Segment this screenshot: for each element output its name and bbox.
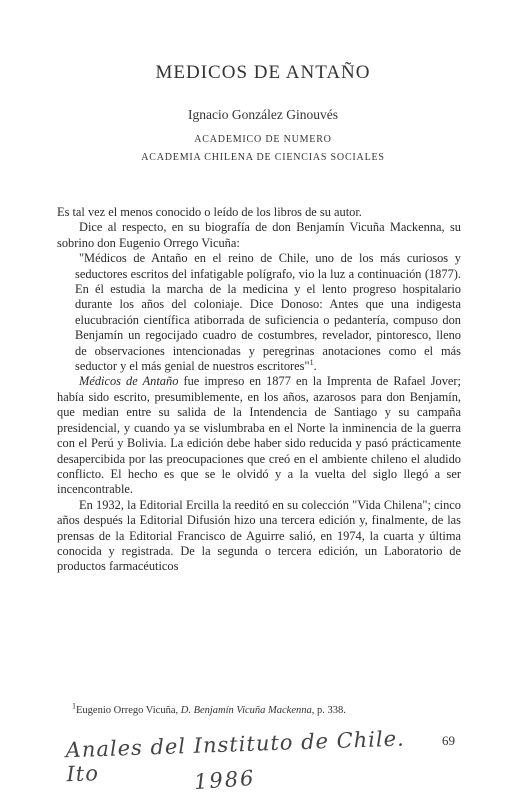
quote-text: "Médicos de Antaño en el reino de Chile, uno de los más curiosos y seductores escritos del infatigable polígrafo, vio la luz a continuación (1877). En él estudia la marcha de la medicina y el lento progreso hospitalario durante los años del coloniaje. Dice Donoso: Antes que una indigesta elucubración científica atiborrada de suficiencia o pedantería, compuso don Benjamín un regocijado cuadro de costumbres, revelador, pintoresco, lleno de observaciones intencionadas y peregrinas anotaciones como el más seductor y el más genial de nuestros escritores" xyxy=(75,251,461,374)
paragraph-1: Es tal vez el menos conocido o leído de los libros de su autor. xyxy=(57,205,362,219)
book-title: Médicos de Antaño xyxy=(79,374,179,389)
handwritten-annotation xyxy=(65,726,426,795)
paragraph-2: Dice al respecto, en su biografía de don Benjamín Vicuña Mackenna, su sobrino don Eugenio Orrego Vicuña: xyxy=(57,220,461,250)
footnote-text: Eugenio Orrego Vicuña, xyxy=(76,705,181,716)
handwritten-source: Anales del Instituto de Chile. Ito xyxy=(65,726,406,787)
paragraph-3-text: fue impreso en 1877 en la Imprenta de Rafael Jover; había sido escrito, presumiblemente, en los años, azarosos para don Benjamín, que median entre su salida de la Intendencia de Santiago y su campaña presidencial, y cuando ya se vislumbraba en el Norte la inminencia de la guerra con el Perú y Bolivia. La edición debe haber sido reducida y pasó prácticamente desapercibida por las preocupaciones que creó en el ambiente chileno el aludido conflicto. El hecho es que se le olvidó y a la vuelta del siglo llegó a ser incencontrable. xyxy=(57,374,462,497)
paragraph-3 xyxy=(57,374,461,497)
quote-footnote-ref: 1 xyxy=(309,357,314,367)
block-quote: "Médicos de Antaño en el reino de Chile, uno de los más curiosos y seductores escritos del infatigable polígrafo, vio la luz a continuación (1877). En él estudia la marcha de la medicina y el lento progreso hospitalario durante los años del coloniaje. Dice Donoso: Antes que una indigesta elucubración científica atiborrada de suficiencia o pedantería, compuso don Benjamín un regocijado cuadro de costumbres, revelador, pintoresco, lleno de observaciones intencionadas y peregrinas anotaciones como el más seductor y el más genial de nuestros escritores"$^1$. xyxy=(75,251,461,374)
author-role: ACADEMICO DE NUMERO xyxy=(194,134,332,145)
article-title: MEDICOS DE ANTAÑO xyxy=(155,62,371,83)
page-number: 69 xyxy=(442,733,455,748)
handwritten-year: 1986 xyxy=(193,765,257,795)
author-institution: ACADEMIA CHILENA DE CIENCIAS SOCIALES xyxy=(141,152,385,163)
paragraph-4: En 1932, la Editorial Ercilla la reeditó en su colección "Vida Chilena"; cinco años después la Editorial Difusión hizo una tercera edición y, finalmente, de las prensas de la Editorial Francisco de Aguirre salió, en 1974, la cuarta y última conocida y registrada. De la segunda o tercera edición, un Laboratorio de productos farmacéuticos xyxy=(57,497,461,574)
footnote-mark: 1 xyxy=(72,701,76,711)
footnote-page: , p. 338. xyxy=(311,705,346,716)
author-name: Ignacio González Ginouvés xyxy=(188,107,338,122)
footnote xyxy=(72,701,346,716)
body-text xyxy=(57,205,461,575)
footnote-book-title: D. Benjamín Vicuña Mackenna xyxy=(180,705,312,716)
